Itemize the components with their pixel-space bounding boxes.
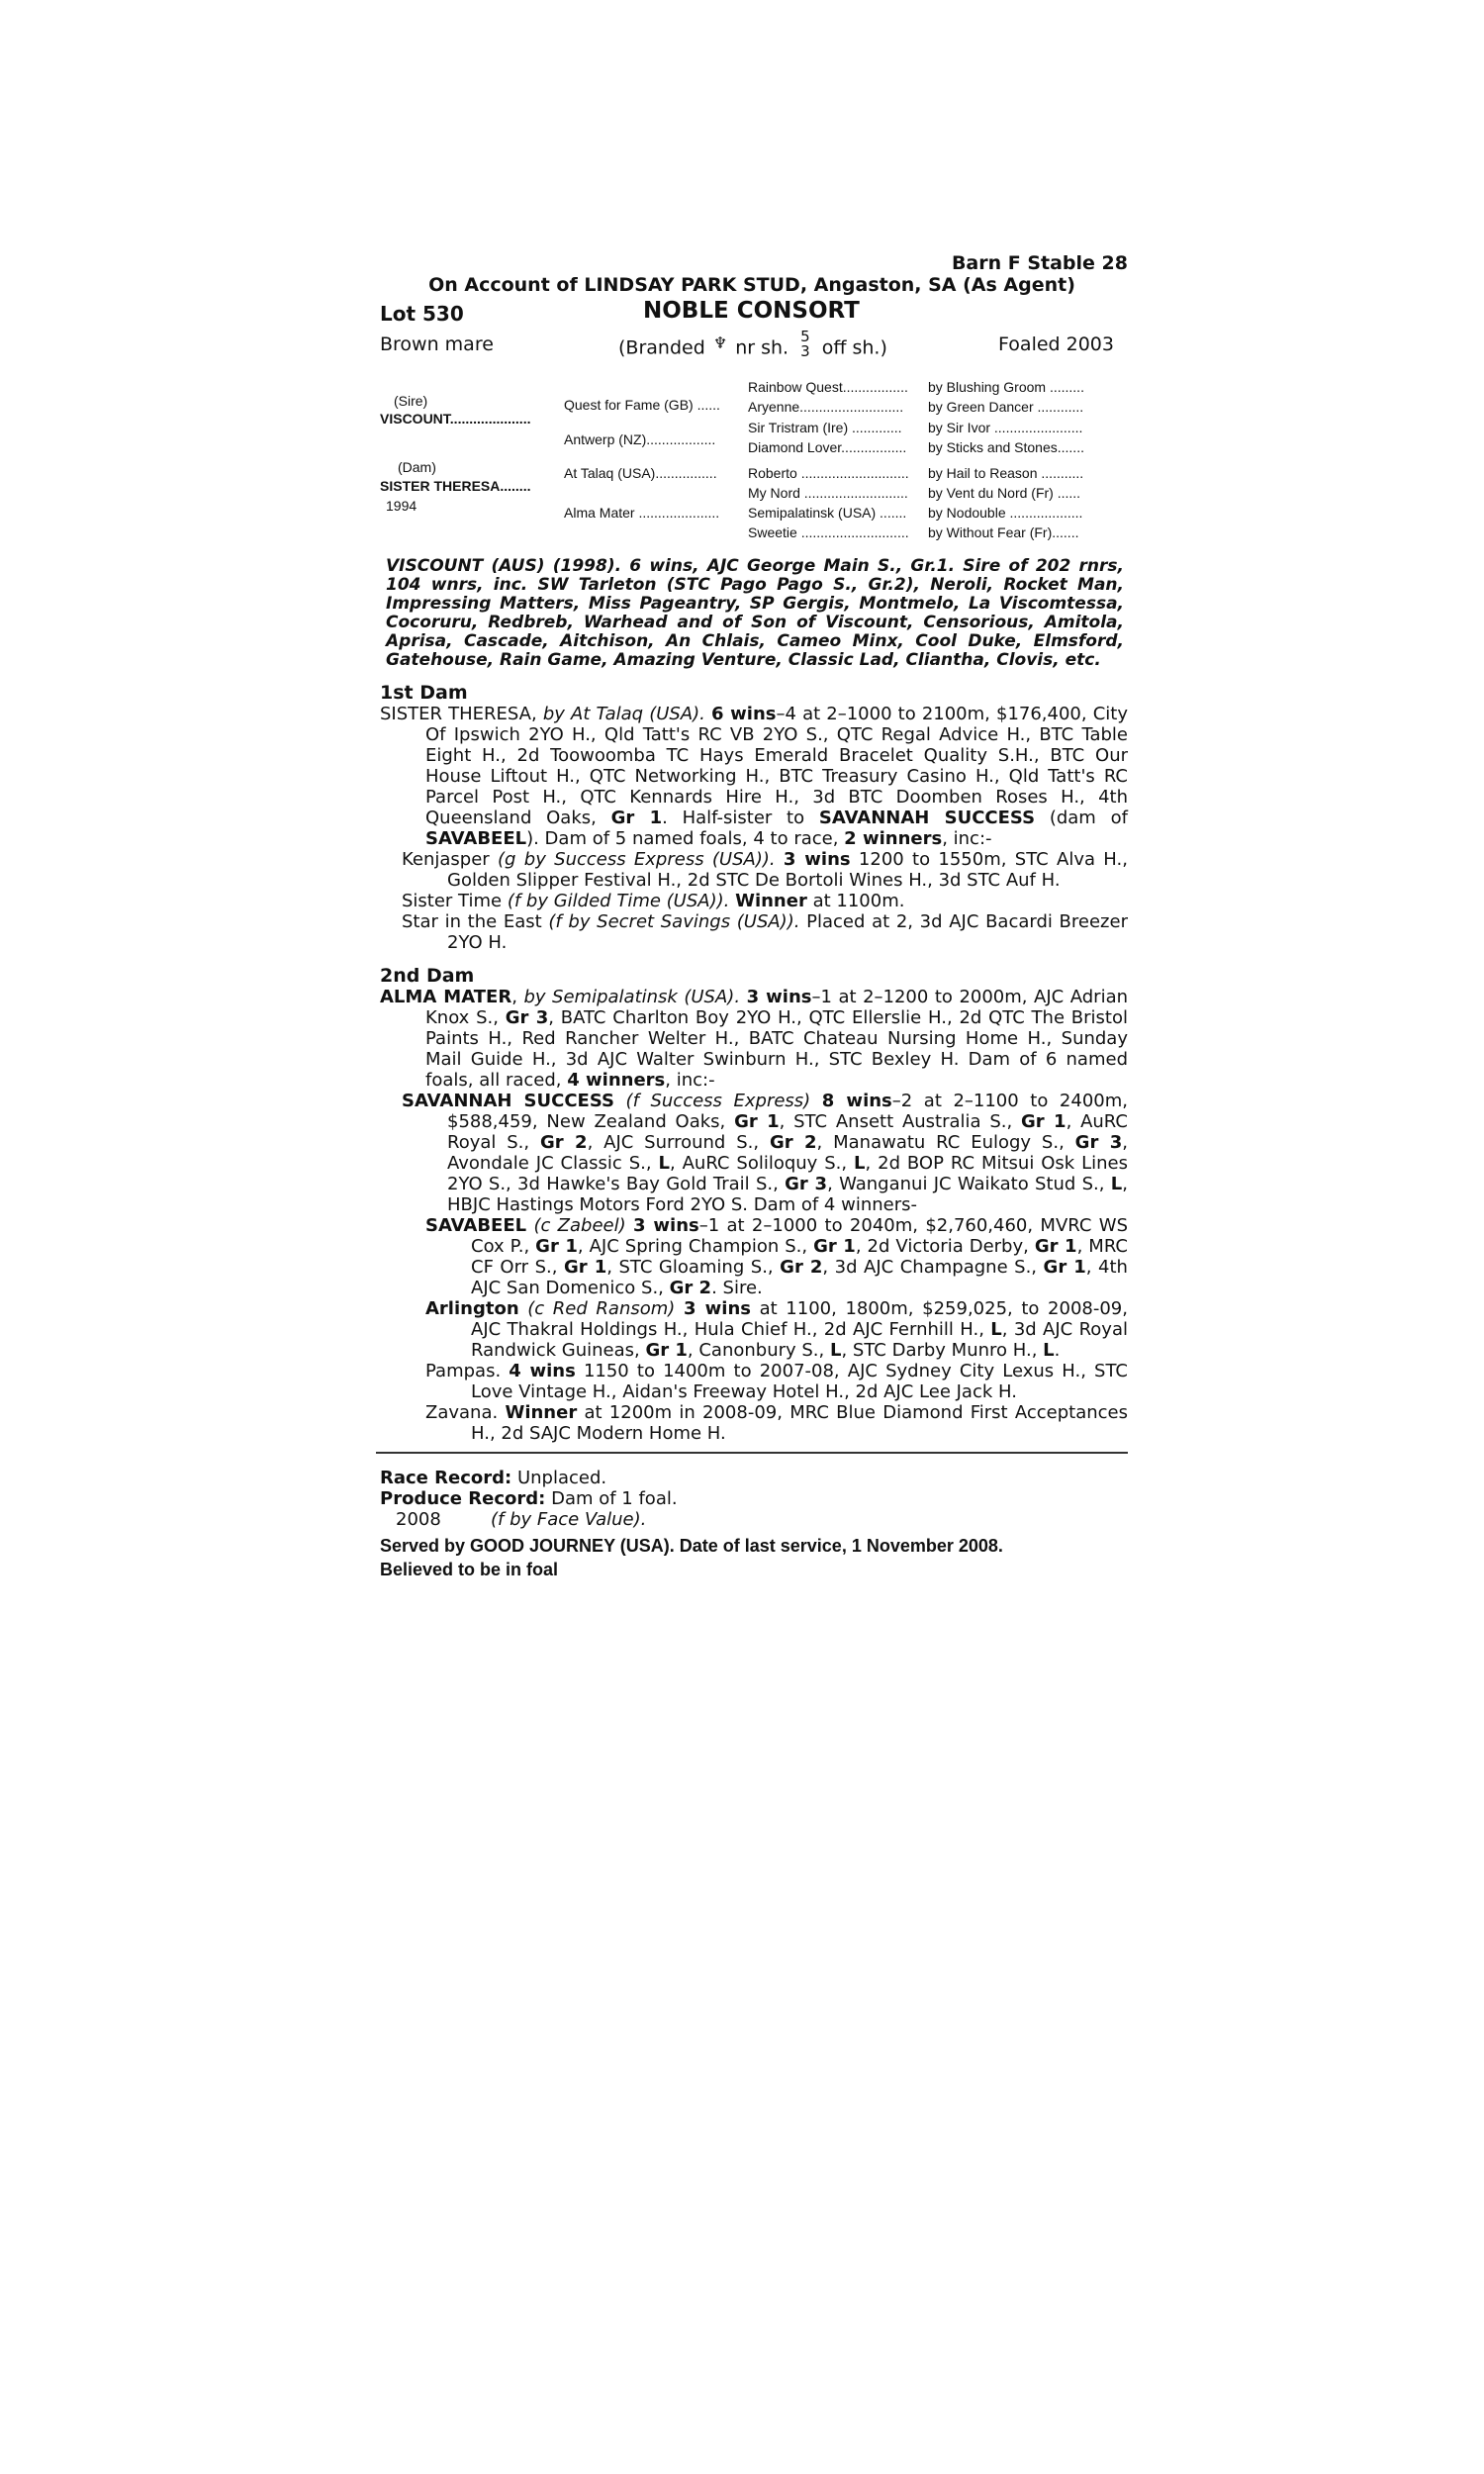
gg-5: My Nord ........................... [748,485,908,501]
second-dam-wins: 3 wins [746,987,812,1007]
dam-year: 1994 [386,498,417,514]
first-dam-half-sister: SAVANNAH SUCCESS [818,808,1036,828]
foal-wins: 4 wins [509,1361,576,1381]
vendor-account: On Account of LINDSAY PARK STUD, Angaston, SA (As Agent) [428,274,1075,296]
produce-year: 2008 [396,1509,441,1530]
sire-dam: Antwerp (NZ).................. [564,431,716,447]
foal-text: 1150 to 1400m to 2007-08, AJC Sydney City Lexus H., STC Love Vintage H., Aidan's Freeway Hotel H., 2d AJC Lee Jack H. [471,1361,1128,1402]
race-record [380,1468,1128,1488]
first-dam-sire: by At Talaq (USA). [542,704,705,724]
foal-arlington [425,1298,1128,1361]
first-dam-savabeel: SAVABEEL [425,828,527,849]
foal-text: , 3d AJC Champagne S., [822,1257,1038,1278]
gg-6-text: Semipalatinsk (USA) [748,505,877,521]
brand-mark-icon: ♆ [712,333,728,352]
ggg-7-text: by Without Fear (Fr) [928,524,1053,540]
gg-1: Aryenne........................... [748,399,904,415]
grade-badge: L [658,1153,670,1174]
foal-by: (g by Success Express (USA)). [498,849,776,870]
foal-text: , Avondale JC Classic S., [447,1132,1128,1174]
foal-text: , 3d AJC Royal Randwick Guineas, [471,1319,1128,1361]
grade-badge: Gr 1 [813,1236,856,1257]
ggg-6: by Nodouble ................... [928,505,1083,521]
ggg-4: by Hail to Reason ........... [928,465,1084,481]
produce-record-label: Produce Record: [380,1488,546,1509]
grade-badge: Gr 1 [645,1340,688,1361]
brand-info [618,328,887,363]
foal-text: , HBJC Hastings Motors Ford 2YO S. Dam of 4 winners- [447,1174,1128,1215]
sire-name: VISCOUNT..................... [380,411,531,427]
foal-wins: Winner [505,1402,578,1423]
brand-left: (Branded [618,336,705,359]
foal-text: , STC Ansett Australia S., [779,1111,1013,1132]
foal-text: , 4th AJC San Domenico S., [471,1257,1128,1298]
sire-essay: VISCOUNT (AUS) (1998). 6 wins, AJC George Main S., Gr.1. Sire of 202 rnrs, 104 wnrs, inc. SW Tarleton (STC Pago Pago S., Gr.2), Neroli, Rocket Man, Impressing Matters, Miss Pageantry, SP Gergis, Montmelo, La Viscomtessa, Cocoruru, Redbreb, Warhead and of Son of Viscount, Censorious, Amitola, Aprisa, Cascade, Aitchison, An Chlais, Cameo Minx, Cool Duke, Elmsford, Gatehouse, Rain Game, Amazing Venture, Classic Lad, Cliantha, Clovis, etc. [386,556,1124,670]
second-dam-text3: , inc:- [665,1070,715,1091]
first-dam-name: SISTER THERESA, [380,704,537,724]
dam-name: SISTER THERESA........ [380,478,531,494]
gg-3: Diamond Lover................. [748,439,907,455]
foal-text: –1 at 2–1000 to 2040m, $2,760,460, MVRC WS Cox P., [471,1215,1129,1257]
gg-1-text: Aryenne [748,399,800,415]
sire-sire-text: Quest for Fame (GB) [564,397,694,413]
grade-badge: L [990,1319,1002,1340]
lot-row [376,296,1128,326]
produce-record [380,1488,1128,1509]
ggg-7: by Without Fear (Fr)....... [928,524,1079,540]
sire-sire: Quest for Fame (GB) ...... [564,397,720,413]
lot-number: Lot 530 [380,302,464,326]
first-dam-text4: ). Dam of 5 named foals, 4 to race, [526,828,839,849]
produce-foal: (f by Face Value). [491,1509,647,1530]
grade-badge: Gr 1 [734,1111,780,1132]
ggg-3: by Sticks and Stones....... [928,439,1084,455]
gg-3-text: Diamond Lover [748,439,842,455]
foal-text: , 2d BOP RC Mitsui Osk Lines 2YO S., 3d Hawke's Bay Gold Trail S., [447,1153,1128,1194]
gg-0: Rainbow Quest................. [748,379,908,395]
race-record-value: Unplaced. [516,1468,607,1488]
ggg-1: by Green Dancer ............ [928,399,1084,415]
second-dam-text1: –1 at 2–1200 to 2000m, AJC Adrian Knox S., [425,987,1129,1028]
ggg-3-text: by Sticks and Stones [928,439,1058,455]
grade-badge: Gr 3 [1074,1132,1123,1153]
ggg-0-text: by Blushing Groom [928,379,1047,395]
foal-text: , AJC Surround S., [587,1132,760,1153]
second-dam-sire: by Semipalatinsk (USA). [523,987,741,1007]
foal-zavana [425,1402,1128,1444]
foal-text: –2 at 2–1100 to 2400m, $588,459, New Zealand Oaks, [447,1091,1128,1132]
second-dam-winners: 4 winners [567,1070,666,1091]
ggg-2-text: by Sir Ivor [928,420,991,435]
grade-badge: Gr 1 [535,1236,578,1257]
ggg-5-text: by Vent du Nord (Fr) [928,485,1054,501]
gg-7-text: Sweetie [748,524,797,540]
foal-kenjasper [402,849,1128,891]
foal-text: , AuRC Royal S., [447,1111,1128,1153]
foal-by: (c Zabeel) [533,1215,626,1236]
grade-badge: Gr 2 [669,1278,712,1298]
grade-badge: Gr 2 [769,1132,817,1153]
foal-text: , Canonbury S., [687,1340,825,1361]
pedigree-table [376,369,1128,540]
ggg-6-text: by Nodouble [928,505,1006,521]
barn-stable: Barn F Stable 28 [951,252,1128,274]
first-dam-text5: , inc:- [942,828,992,849]
horse-name: NOBLE CONSORT [643,298,860,324]
first-dam-wins: 6 wins [711,704,777,724]
foal-savabeel [425,1215,1128,1298]
grade-badge: L [1043,1340,1055,1361]
foal-text: , AuRC Soliloquy S., [669,1153,848,1174]
gg-4: Roberto ............................ [748,465,909,481]
foal-name: SAVABEEL [425,1215,527,1236]
description-row [376,326,1128,369]
dam-label: (Dam) [398,459,436,475]
foal-name: Star in the East [402,911,542,932]
dam-dam: Alma Mater ..................... [564,505,720,521]
foal-text: at 1100, 1800m, $259,025, to 2008-09, AJC Thakral Holdings H., Hula Chief H., 2d AJC Fernhill H., [471,1298,1128,1340]
foal-text: , Manawatu RC Eulogy S., [816,1132,1065,1153]
ggg-5: by Vent du Nord (Fr) ...... [928,485,1081,501]
foal-by: (f Success Express) [625,1091,811,1111]
foal-text: 1200 to 1550m, STC Alva H., Golden Slipper Festival H., 2d STC De Bortoli Wines H., 3d STC Auf H. [447,849,1128,891]
service-info: Served by GOOD JOURNEY (USA). Date of last service, 1 November 2008. [380,1536,1003,1556]
second-dam-gr3: Gr 3 [505,1007,549,1028]
foal-name: Pampas. [425,1361,502,1381]
grade-badge: Gr 2 [539,1132,588,1153]
brand-denominator: 3 [800,342,810,360]
foal-text: Placed at 2, 3d AJC Bacardi Breezer 2YO H. [447,911,1128,953]
first-dam-entry [380,704,1128,849]
foal-text: , Wanganui JC Waikato Stud S., [827,1174,1105,1194]
foal-text: . Sire. [711,1278,763,1298]
second-dam-name: ALMA MATER [380,987,512,1007]
catalogue-page [376,252,1128,1581]
produce-record-value: Dam of 1 foal. [551,1488,678,1509]
grade-badge: Gr 1 [1021,1111,1067,1132]
sire-label: (Sire) [394,393,428,409]
first-dam-winners: 2 winners [844,828,943,849]
horse-sex: Brown mare [380,333,494,355]
foal-name: Kenjasper [402,849,490,870]
section-divider [376,1452,1128,1454]
foal-star-in-the-east [402,911,1128,953]
gg-6: Semipalatinsk (USA) ....... [748,505,907,521]
brand-right: off sh.) [821,336,887,359]
brand-mid: nr sh. [735,336,789,359]
foal-text: , STC Gloaming S., [606,1257,774,1278]
race-record-label: Race Record: [380,1468,512,1488]
foal-by: (f by Secret Savings (USA)). [548,911,800,932]
grade-badge: Gr 2 [780,1257,823,1278]
grade-badge: Gr 1 [1034,1236,1077,1257]
foal-wins: 3 wins [683,1298,751,1319]
foal-text: , 2d Victoria Derby, [855,1236,1029,1257]
foal-by: (c Red Ransom) [527,1298,676,1319]
foal-wins: Winner [735,891,807,911]
foal-text: , STC Darby Munro H., [841,1340,1038,1361]
ggg-1-text: by Green Dancer [928,399,1034,415]
foal-name: SAVANNAH SUCCESS [402,1091,614,1111]
first-dam-text3: (dam of [1049,808,1128,828]
foal-sister-time [402,891,1128,911]
dam-name-text: SISTER THERESA [380,478,501,494]
in-foal-status: Believed to be in foal [380,1560,559,1579]
foal-text: at 1200m in 2008-09, MRC Blue Diamond First Acceptances H., 2d SAJC Modern Home H. [471,1402,1128,1444]
gg-0-text: Rainbow Quest [748,379,843,395]
foal-text: . [1054,1340,1061,1361]
grade-badge: Gr 3 [785,1174,828,1194]
foal-text: , MRC CF Orr S., [471,1236,1128,1278]
second-dam-text2: , BATC Charlton Boy 2YO H., QTC Ellerslie H., 2d QTC The Bristol Paints H., Red Rancher Welter H., BATC Chateau Nursing Home H., Sunday Mail Guide H., 3d AJC Walter Swinburn H., STC Bexley H. Dam of 6 named foals, all raced, [425,1007,1128,1091]
foal-name: Arlington [425,1298,519,1319]
foaled-year: Foaled 2003 [998,333,1114,355]
ggg-4-text: by Hail to Reason [928,465,1038,481]
first-dam-text2: . Half-sister to [662,808,805,828]
second-dam-heading: 2nd Dam [380,965,475,987]
gg-4-text: Roberto [748,465,797,481]
foal-savannah-success [402,1091,1128,1215]
grade-badge: Gr 1 [1043,1257,1086,1278]
gg-7: Sweetie ............................ [748,524,909,540]
sire-name-text: VISCOUNT [380,411,450,427]
foal-wins: 3 wins [633,1215,699,1236]
sire-dam-text: Antwerp (NZ) [564,431,647,447]
foal-text: , AJC Spring Champion S., [577,1236,808,1257]
grade-badge: L [830,1340,842,1361]
grade-badge: L [1110,1174,1123,1194]
foal-name: Sister Time [402,891,503,911]
foal-by: (f by Gilded Time (USA)). [507,891,730,911]
dam-dam-text: Alma Mater [564,505,635,521]
brand-numerator: 5 [800,328,810,345]
brand-fraction [800,330,810,359]
first-dam-heading: 1st Dam [380,682,468,704]
ggg-2: by Sir Ivor ....................... [928,420,1083,435]
gg-2-text: Sir Tristram (Ire) [748,420,849,435]
grade-badge: L [854,1153,866,1174]
first-dam-text1: –4 at 2–1000 to 2100m, $176,400, City Of Ipswich 2YO H., Qld Tatt's RC VB 2YO S., QTC Regal Advice H., BTC Table Eight H., 2d Toowoomba TC Hays Emerald Bracelet Quality S.H., BTC Our House Liftout H., QTC Networking H., BTC Treasury Casino H., Qld Tatt's RC Parcel Post H., QTC Kennards Hire H., 3d BTC Doomben Roses H., 4th Queensland Oaks, [425,704,1128,828]
foal-wins: 8 wins [821,1091,892,1111]
ggg-0: by Blushing Groom ......... [928,379,1084,395]
gg-2: Sir Tristram (Ire) ............. [748,420,902,435]
grade-badge: Gr 1 [563,1257,607,1278]
first-dam-gr1: Gr 1 [610,808,663,828]
gg-5-text: My Nord [748,485,800,501]
foal-text: at 1100m. [812,891,905,911]
foal-pampas [425,1361,1128,1402]
dam-sire-text: At Talaq (USA) [564,465,656,481]
produce-entry [396,1509,1128,1530]
second-dam-entry: ALMA MATER, by Semipalatinsk (USA). 3 wins–1 at 2–1200 to 2000m, AJC Adrian Knox S., Gr 3, BATC Charlton Boy 2YO H., QTC Ellerslie H., 2d QTC The Bristol Paints H., Red Rancher Welter H., BATC Chateau Nursing Home H., Sunday Mail Guide H., 3d AJC Walter Swinburn H., STC Bexley H. Dam of 6 named foals, all raced, 4 winners, inc:- [380,987,1129,1091]
foal-name: Zavana. [425,1402,499,1423]
foal-wins: 3 wins [783,849,851,870]
dam-sire: At Talaq (USA)................ [564,465,717,481]
